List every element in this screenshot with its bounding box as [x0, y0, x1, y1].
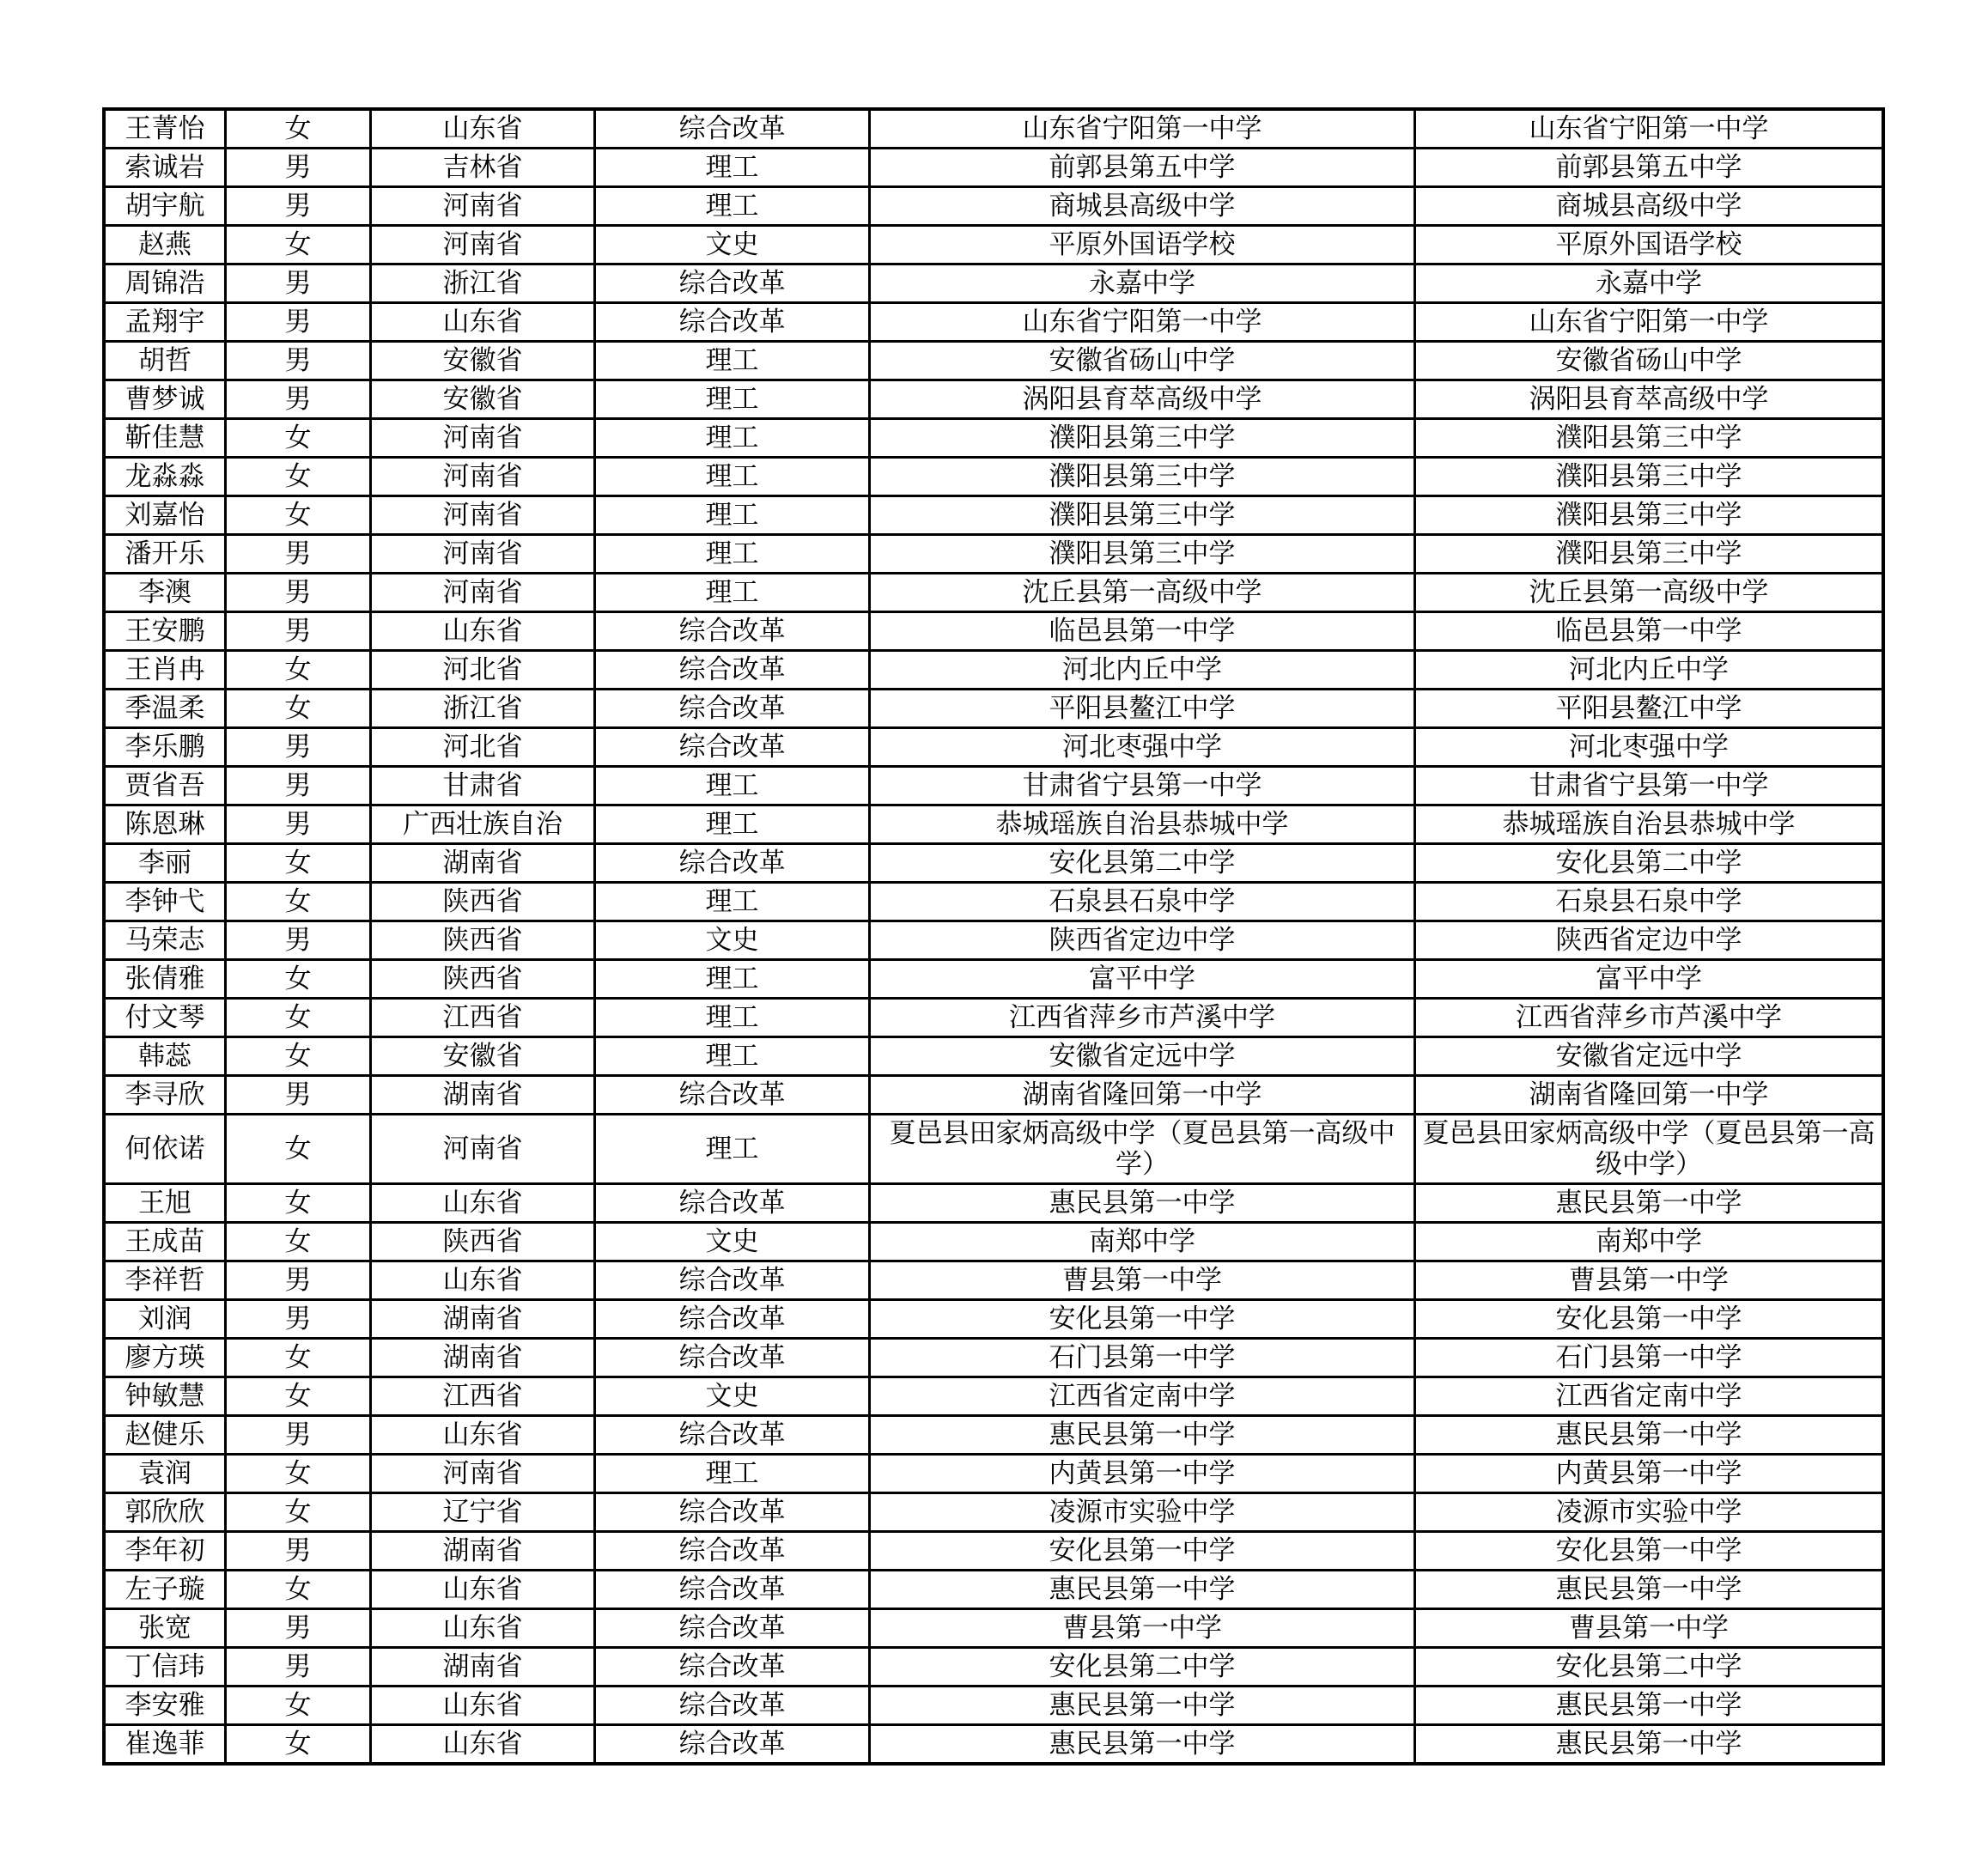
province-cell: 安徽省	[371, 342, 595, 380]
gender-cell: 女	[226, 1115, 371, 1184]
school-cell: 平阳县鳌江中学	[870, 690, 1415, 728]
school-cell: 曹县第一中学	[870, 1261, 1415, 1300]
province-cell: 湖南省	[371, 1300, 595, 1339]
name-cell: 靳佳慧	[104, 419, 226, 458]
gender-cell: 男	[226, 1076, 371, 1115]
table-row	[104, 1687, 1883, 1725]
province-cell: 吉林省	[371, 149, 595, 187]
school-cell: 安徽省砀山中学	[870, 342, 1415, 380]
school-cell: 江西省萍乡市芦溪中学	[870, 999, 1415, 1037]
table-row	[104, 612, 1883, 651]
school-cell: 安化县第一中学	[870, 1300, 1415, 1339]
name-cell: 王肖冉	[104, 651, 226, 690]
category-cell: 综合改革	[595, 1261, 870, 1300]
graduation-school-cell: 安化县第二中学	[1415, 844, 1884, 883]
category-cell: 文史	[595, 1377, 870, 1416]
table-row	[104, 535, 1883, 574]
province-cell: 陕西省	[371, 921, 595, 960]
name-cell: 贾省吾	[104, 767, 226, 805]
school-cell: 曹县第一中学	[870, 1609, 1415, 1648]
graduation-school-cell: 濮阳县第三中学	[1415, 458, 1884, 496]
province-cell: 浙江省	[371, 264, 595, 303]
category-cell: 理工	[595, 342, 870, 380]
gender-cell: 女	[226, 226, 371, 264]
school-cell: 濮阳县第三中学	[870, 496, 1415, 535]
category-cell: 理工	[595, 1037, 870, 1076]
province-cell: 河南省	[371, 226, 595, 264]
category-cell: 理工	[595, 1455, 870, 1493]
province-cell: 湖南省	[371, 1532, 595, 1571]
graduation-school-cell: 江西省定南中学	[1415, 1377, 1884, 1416]
gender-cell: 男	[226, 535, 371, 574]
name-cell: 陈恩琳	[104, 805, 226, 844]
graduation-school-cell: 曹县第一中学	[1415, 1609, 1884, 1648]
name-cell: 何依诺	[104, 1115, 226, 1184]
category-cell: 综合改革	[595, 1648, 870, 1687]
school-cell: 夏邑县田家炳高级中学（夏邑县第一高级中学）	[870, 1115, 1415, 1184]
gender-cell: 男	[226, 303, 371, 342]
province-cell: 河南省	[371, 187, 595, 226]
category-cell: 综合改革	[595, 1571, 870, 1609]
gender-cell: 男	[226, 1648, 371, 1687]
name-cell: 李安雅	[104, 1687, 226, 1725]
name-cell: 刘润	[104, 1300, 226, 1339]
school-cell: 濮阳县第三中学	[870, 535, 1415, 574]
school-cell: 安化县第二中学	[870, 844, 1415, 883]
category-cell: 理工	[595, 883, 870, 921]
name-cell: 周锦浩	[104, 264, 226, 303]
table-row	[104, 1184, 1883, 1223]
graduation-school-cell: 安化县第一中学	[1415, 1300, 1884, 1339]
gender-cell: 女	[226, 496, 371, 535]
province-cell: 安徽省	[371, 1037, 595, 1076]
category-cell: 文史	[595, 1223, 870, 1261]
gender-cell: 男	[226, 264, 371, 303]
table-row	[104, 767, 1883, 805]
table-row	[104, 1571, 1883, 1609]
name-cell: 郭欣欣	[104, 1493, 226, 1532]
gender-cell: 女	[226, 960, 371, 999]
province-cell: 山东省	[371, 303, 595, 342]
graduation-school-cell: 安徽省砀山中学	[1415, 342, 1884, 380]
table-row	[104, 458, 1883, 496]
table-row	[104, 999, 1883, 1037]
roster-table-body	[104, 109, 1883, 1764]
graduation-school-cell: 凌源市实验中学	[1415, 1493, 1884, 1532]
gender-cell: 男	[226, 612, 371, 651]
gender-cell: 女	[226, 419, 371, 458]
graduation-school-cell: 惠民县第一中学	[1415, 1184, 1884, 1223]
school-cell: 临邑县第一中学	[870, 612, 1415, 651]
category-cell: 理工	[595, 458, 870, 496]
table-row	[104, 1037, 1883, 1076]
name-cell: 李丽	[104, 844, 226, 883]
graduation-school-cell: 南郑中学	[1415, 1223, 1884, 1261]
graduation-school-cell: 江西省萍乡市芦溪中学	[1415, 999, 1884, 1037]
province-cell: 山东省	[371, 109, 595, 149]
category-cell: 综合改革	[595, 690, 870, 728]
table-row	[104, 496, 1883, 535]
school-cell: 陕西省定边中学	[870, 921, 1415, 960]
school-cell: 濮阳县第三中学	[870, 419, 1415, 458]
gender-cell: 女	[226, 999, 371, 1037]
gender-cell: 女	[226, 651, 371, 690]
table-row	[104, 1416, 1883, 1455]
gender-cell: 女	[226, 1037, 371, 1076]
province-cell: 河南省	[371, 1115, 595, 1184]
gender-cell: 男	[226, 1300, 371, 1339]
table-row	[104, 844, 1883, 883]
category-cell: 综合改革	[595, 1532, 870, 1571]
graduation-school-cell: 石门县第一中学	[1415, 1339, 1884, 1377]
graduation-school-cell: 曹县第一中学	[1415, 1261, 1884, 1300]
school-cell: 永嘉中学	[870, 264, 1415, 303]
graduation-school-cell: 濮阳县第三中学	[1415, 496, 1884, 535]
table-row	[104, 574, 1883, 612]
province-cell: 山东省	[371, 1416, 595, 1455]
category-cell: 综合改革	[595, 1339, 870, 1377]
graduation-school-cell: 安徽省定远中学	[1415, 1037, 1884, 1076]
province-cell: 山东省	[371, 612, 595, 651]
category-cell: 综合改革	[595, 1725, 870, 1765]
table-row	[104, 1493, 1883, 1532]
graduation-school-cell: 濮阳县第三中学	[1415, 419, 1884, 458]
name-cell: 赵健乐	[104, 1416, 226, 1455]
name-cell: 曹梦诚	[104, 380, 226, 419]
school-cell: 甘肃省宁县第一中学	[870, 767, 1415, 805]
school-cell: 富平中学	[870, 960, 1415, 999]
table-row	[104, 1532, 1883, 1571]
province-cell: 河南省	[371, 1455, 595, 1493]
table-row	[104, 419, 1883, 458]
school-cell: 惠民县第一中学	[870, 1416, 1415, 1455]
province-cell: 河南省	[371, 496, 595, 535]
name-cell: 李年初	[104, 1532, 226, 1571]
province-cell: 陕西省	[371, 1223, 595, 1261]
province-cell: 甘肃省	[371, 767, 595, 805]
province-cell: 山东省	[371, 1184, 595, 1223]
province-cell: 河南省	[371, 535, 595, 574]
school-cell: 凌源市实验中学	[870, 1493, 1415, 1532]
school-cell: 惠民县第一中学	[870, 1687, 1415, 1725]
school-cell: 石泉县石泉中学	[870, 883, 1415, 921]
graduation-school-cell: 惠民县第一中学	[1415, 1416, 1884, 1455]
province-cell: 安徽省	[371, 380, 595, 419]
province-cell: 河南省	[371, 419, 595, 458]
gender-cell: 女	[226, 1184, 371, 1223]
name-cell: 王安鹏	[104, 612, 226, 651]
table-row	[104, 1076, 1883, 1115]
graduation-school-cell: 前郭县第五中学	[1415, 149, 1884, 187]
gender-cell: 女	[226, 883, 371, 921]
table-row	[104, 960, 1883, 999]
school-cell: 惠民县第一中学	[870, 1571, 1415, 1609]
school-cell: 湖南省隆回第一中学	[870, 1076, 1415, 1115]
gender-cell: 女	[226, 690, 371, 728]
gender-cell: 女	[226, 844, 371, 883]
gender-cell: 女	[226, 1725, 371, 1765]
graduation-school-cell: 惠民县第一中学	[1415, 1687, 1884, 1725]
table-row	[104, 1300, 1883, 1339]
school-cell: 惠民县第一中学	[870, 1725, 1415, 1765]
school-cell: 恭城瑶族自治县恭城中学	[870, 805, 1415, 844]
category-cell: 理工	[595, 960, 870, 999]
name-cell: 潘开乐	[104, 535, 226, 574]
table-row	[104, 1377, 1883, 1416]
graduation-school-cell: 河北枣强中学	[1415, 728, 1884, 767]
province-cell: 湖南省	[371, 844, 595, 883]
graduation-school-cell: 内黄县第一中学	[1415, 1455, 1884, 1493]
school-cell: 安化县第一中学	[870, 1532, 1415, 1571]
province-cell: 湖南省	[371, 1339, 595, 1377]
gender-cell: 女	[226, 1377, 371, 1416]
province-cell: 江西省	[371, 1377, 595, 1416]
table-row	[104, 1223, 1883, 1261]
category-cell: 综合改革	[595, 1416, 870, 1455]
graduation-school-cell: 商城县高级中学	[1415, 187, 1884, 226]
category-cell: 理工	[595, 419, 870, 458]
graduation-school-cell: 临邑县第一中学	[1415, 612, 1884, 651]
province-cell: 河北省	[371, 728, 595, 767]
table-row	[104, 728, 1883, 767]
name-cell: 季温柔	[104, 690, 226, 728]
name-cell: 李乐鹏	[104, 728, 226, 767]
province-cell: 山东省	[371, 1571, 595, 1609]
gender-cell: 男	[226, 921, 371, 960]
graduation-school-cell: 平原外国语学校	[1415, 226, 1884, 264]
school-cell: 商城县高级中学	[870, 187, 1415, 226]
name-cell: 李祥哲	[104, 1261, 226, 1300]
school-cell: 河北内丘中学	[870, 651, 1415, 690]
graduation-school-cell: 山东省宁阳第一中学	[1415, 109, 1884, 149]
table-row	[104, 1609, 1883, 1648]
name-cell: 崔逸菲	[104, 1725, 226, 1765]
province-cell: 山东省	[371, 1609, 595, 1648]
table-row	[104, 303, 1883, 342]
gender-cell: 男	[226, 380, 371, 419]
category-cell: 文史	[595, 226, 870, 264]
school-cell: 山东省宁阳第一中学	[870, 303, 1415, 342]
category-cell: 综合改革	[595, 728, 870, 767]
graduation-school-cell: 陕西省定边中学	[1415, 921, 1884, 960]
table-row	[104, 264, 1883, 303]
roster-table	[102, 107, 1885, 1766]
category-cell: 理工	[595, 496, 870, 535]
category-cell: 理工	[595, 149, 870, 187]
name-cell: 韩蕊	[104, 1037, 226, 1076]
graduation-school-cell: 沈丘县第一高级中学	[1415, 574, 1884, 612]
name-cell: 袁润	[104, 1455, 226, 1493]
school-cell: 江西省定南中学	[870, 1377, 1415, 1416]
gender-cell: 男	[226, 574, 371, 612]
gender-cell: 男	[226, 1532, 371, 1571]
graduation-school-cell: 恭城瑶族自治县恭城中学	[1415, 805, 1884, 844]
category-cell: 理工	[595, 574, 870, 612]
name-cell: 丁信玮	[104, 1648, 226, 1687]
graduation-school-cell: 永嘉中学	[1415, 264, 1884, 303]
table-row	[104, 1455, 1883, 1493]
graduation-school-cell: 富平中学	[1415, 960, 1884, 999]
gender-cell: 男	[226, 1261, 371, 1300]
gender-cell: 男	[226, 1609, 371, 1648]
name-cell: 王菁怡	[104, 109, 226, 149]
gender-cell: 女	[226, 1571, 371, 1609]
table-row	[104, 226, 1883, 264]
graduation-school-cell: 湖南省隆回第一中学	[1415, 1076, 1884, 1115]
province-cell: 河北省	[371, 651, 595, 690]
graduation-school-cell: 安化县第二中学	[1415, 1648, 1884, 1687]
school-cell: 南郑中学	[870, 1223, 1415, 1261]
name-cell: 李钟弋	[104, 883, 226, 921]
name-cell: 索诚岩	[104, 149, 226, 187]
name-cell: 王成苗	[104, 1223, 226, 1261]
graduation-school-cell: 山东省宁阳第一中学	[1415, 303, 1884, 342]
table-row	[104, 883, 1883, 921]
gender-cell: 女	[226, 1687, 371, 1725]
province-cell: 陕西省	[371, 883, 595, 921]
category-cell: 理工	[595, 767, 870, 805]
category-cell: 综合改革	[595, 1300, 870, 1339]
gender-cell: 男	[226, 149, 371, 187]
gender-cell: 女	[226, 1223, 371, 1261]
table-row	[104, 1115, 1883, 1184]
category-cell: 理工	[595, 805, 870, 844]
school-cell: 安化县第二中学	[870, 1648, 1415, 1687]
school-cell: 前郭县第五中学	[870, 149, 1415, 187]
name-cell: 龙淼淼	[104, 458, 226, 496]
province-cell: 辽宁省	[371, 1493, 595, 1532]
category-cell: 综合改革	[595, 651, 870, 690]
name-cell: 马荣志	[104, 921, 226, 960]
category-cell: 综合改革	[595, 1687, 870, 1725]
name-cell: 钟敏慧	[104, 1377, 226, 1416]
name-cell: 廖方瑛	[104, 1339, 226, 1377]
school-cell: 涡阳县育萃高级中学	[870, 380, 1415, 419]
table-row	[104, 149, 1883, 187]
name-cell: 李寻欣	[104, 1076, 226, 1115]
gender-cell: 男	[226, 1416, 371, 1455]
table-row	[104, 1725, 1883, 1765]
name-cell: 胡哲	[104, 342, 226, 380]
school-cell: 平原外国语学校	[870, 226, 1415, 264]
category-cell: 理工	[595, 380, 870, 419]
graduation-school-cell: 濮阳县第三中学	[1415, 535, 1884, 574]
province-cell: 山东省	[371, 1725, 595, 1765]
table-row	[104, 1261, 1883, 1300]
province-cell: 广西壮族自治	[371, 805, 595, 844]
graduation-school-cell: 涡阳县育萃高级中学	[1415, 380, 1884, 419]
province-cell: 浙江省	[371, 690, 595, 728]
province-cell: 湖南省	[371, 1648, 595, 1687]
table-row	[104, 187, 1883, 226]
gender-cell: 男	[226, 187, 371, 226]
school-cell: 石门县第一中学	[870, 1339, 1415, 1377]
category-cell: 综合改革	[595, 612, 870, 651]
name-cell: 左子璇	[104, 1571, 226, 1609]
gender-cell: 女	[226, 1339, 371, 1377]
school-cell: 山东省宁阳第一中学	[870, 109, 1415, 149]
category-cell: 理工	[595, 999, 870, 1037]
gender-cell: 女	[226, 1455, 371, 1493]
school-cell: 内黄县第一中学	[870, 1455, 1415, 1493]
name-cell: 刘嘉怡	[104, 496, 226, 535]
name-cell: 付文琴	[104, 999, 226, 1037]
graduation-school-cell: 河北内丘中学	[1415, 651, 1884, 690]
province-cell: 河南省	[371, 458, 595, 496]
category-cell: 理工	[595, 535, 870, 574]
table-row	[104, 1648, 1883, 1687]
gender-cell: 女	[226, 1493, 371, 1532]
name-cell: 胡宇航	[104, 187, 226, 226]
province-cell: 陕西省	[371, 960, 595, 999]
gender-cell: 女	[226, 109, 371, 149]
category-cell: 综合改革	[595, 1493, 870, 1532]
province-cell: 湖南省	[371, 1076, 595, 1115]
gender-cell: 女	[226, 458, 371, 496]
category-cell: 综合改革	[595, 303, 870, 342]
name-cell: 李澳	[104, 574, 226, 612]
category-cell: 综合改革	[595, 1076, 870, 1115]
category-cell: 综合改革	[595, 844, 870, 883]
category-cell: 文史	[595, 921, 870, 960]
graduation-school-cell: 平阳县鳌江中学	[1415, 690, 1884, 728]
gender-cell: 男	[226, 728, 371, 767]
school-cell: 惠民县第一中学	[870, 1184, 1415, 1223]
table-row	[104, 805, 1883, 844]
graduation-school-cell: 惠民县第一中学	[1415, 1725, 1884, 1765]
gender-cell: 男	[226, 767, 371, 805]
school-cell: 沈丘县第一高级中学	[870, 574, 1415, 612]
graduation-school-cell: 甘肃省宁县第一中学	[1415, 767, 1884, 805]
gender-cell: 男	[226, 805, 371, 844]
name-cell: 张宽	[104, 1609, 226, 1648]
table-row	[104, 921, 1883, 960]
table-row	[104, 690, 1883, 728]
graduation-school-cell: 安化县第一中学	[1415, 1532, 1884, 1571]
graduation-school-cell: 石泉县石泉中学	[1415, 883, 1884, 921]
province-cell: 江西省	[371, 999, 595, 1037]
category-cell: 综合改革	[595, 1609, 870, 1648]
table-row	[104, 1339, 1883, 1377]
graduation-school-cell: 夏邑县田家炳高级中学（夏邑县第一高级中学）	[1415, 1115, 1884, 1184]
category-cell: 理工	[595, 1115, 870, 1184]
table-row	[104, 651, 1883, 690]
table-row	[104, 109, 1883, 149]
name-cell: 赵燕	[104, 226, 226, 264]
school-cell: 河北枣强中学	[870, 728, 1415, 767]
table-row	[104, 342, 1883, 380]
name-cell: 张倩雅	[104, 960, 226, 999]
gender-cell: 男	[226, 342, 371, 380]
graduation-school-cell: 惠民县第一中学	[1415, 1571, 1884, 1609]
province-cell: 山东省	[371, 1261, 595, 1300]
category-cell: 理工	[595, 187, 870, 226]
school-cell: 濮阳县第三中学	[870, 458, 1415, 496]
category-cell: 综合改革	[595, 264, 870, 303]
name-cell: 王旭	[104, 1184, 226, 1223]
province-cell: 山东省	[371, 1687, 595, 1725]
category-cell: 综合改革	[595, 109, 870, 149]
table-row	[104, 380, 1883, 419]
school-cell: 安徽省定远中学	[870, 1037, 1415, 1076]
province-cell: 河南省	[371, 574, 595, 612]
category-cell: 综合改革	[595, 1184, 870, 1223]
name-cell: 孟翔宇	[104, 303, 226, 342]
